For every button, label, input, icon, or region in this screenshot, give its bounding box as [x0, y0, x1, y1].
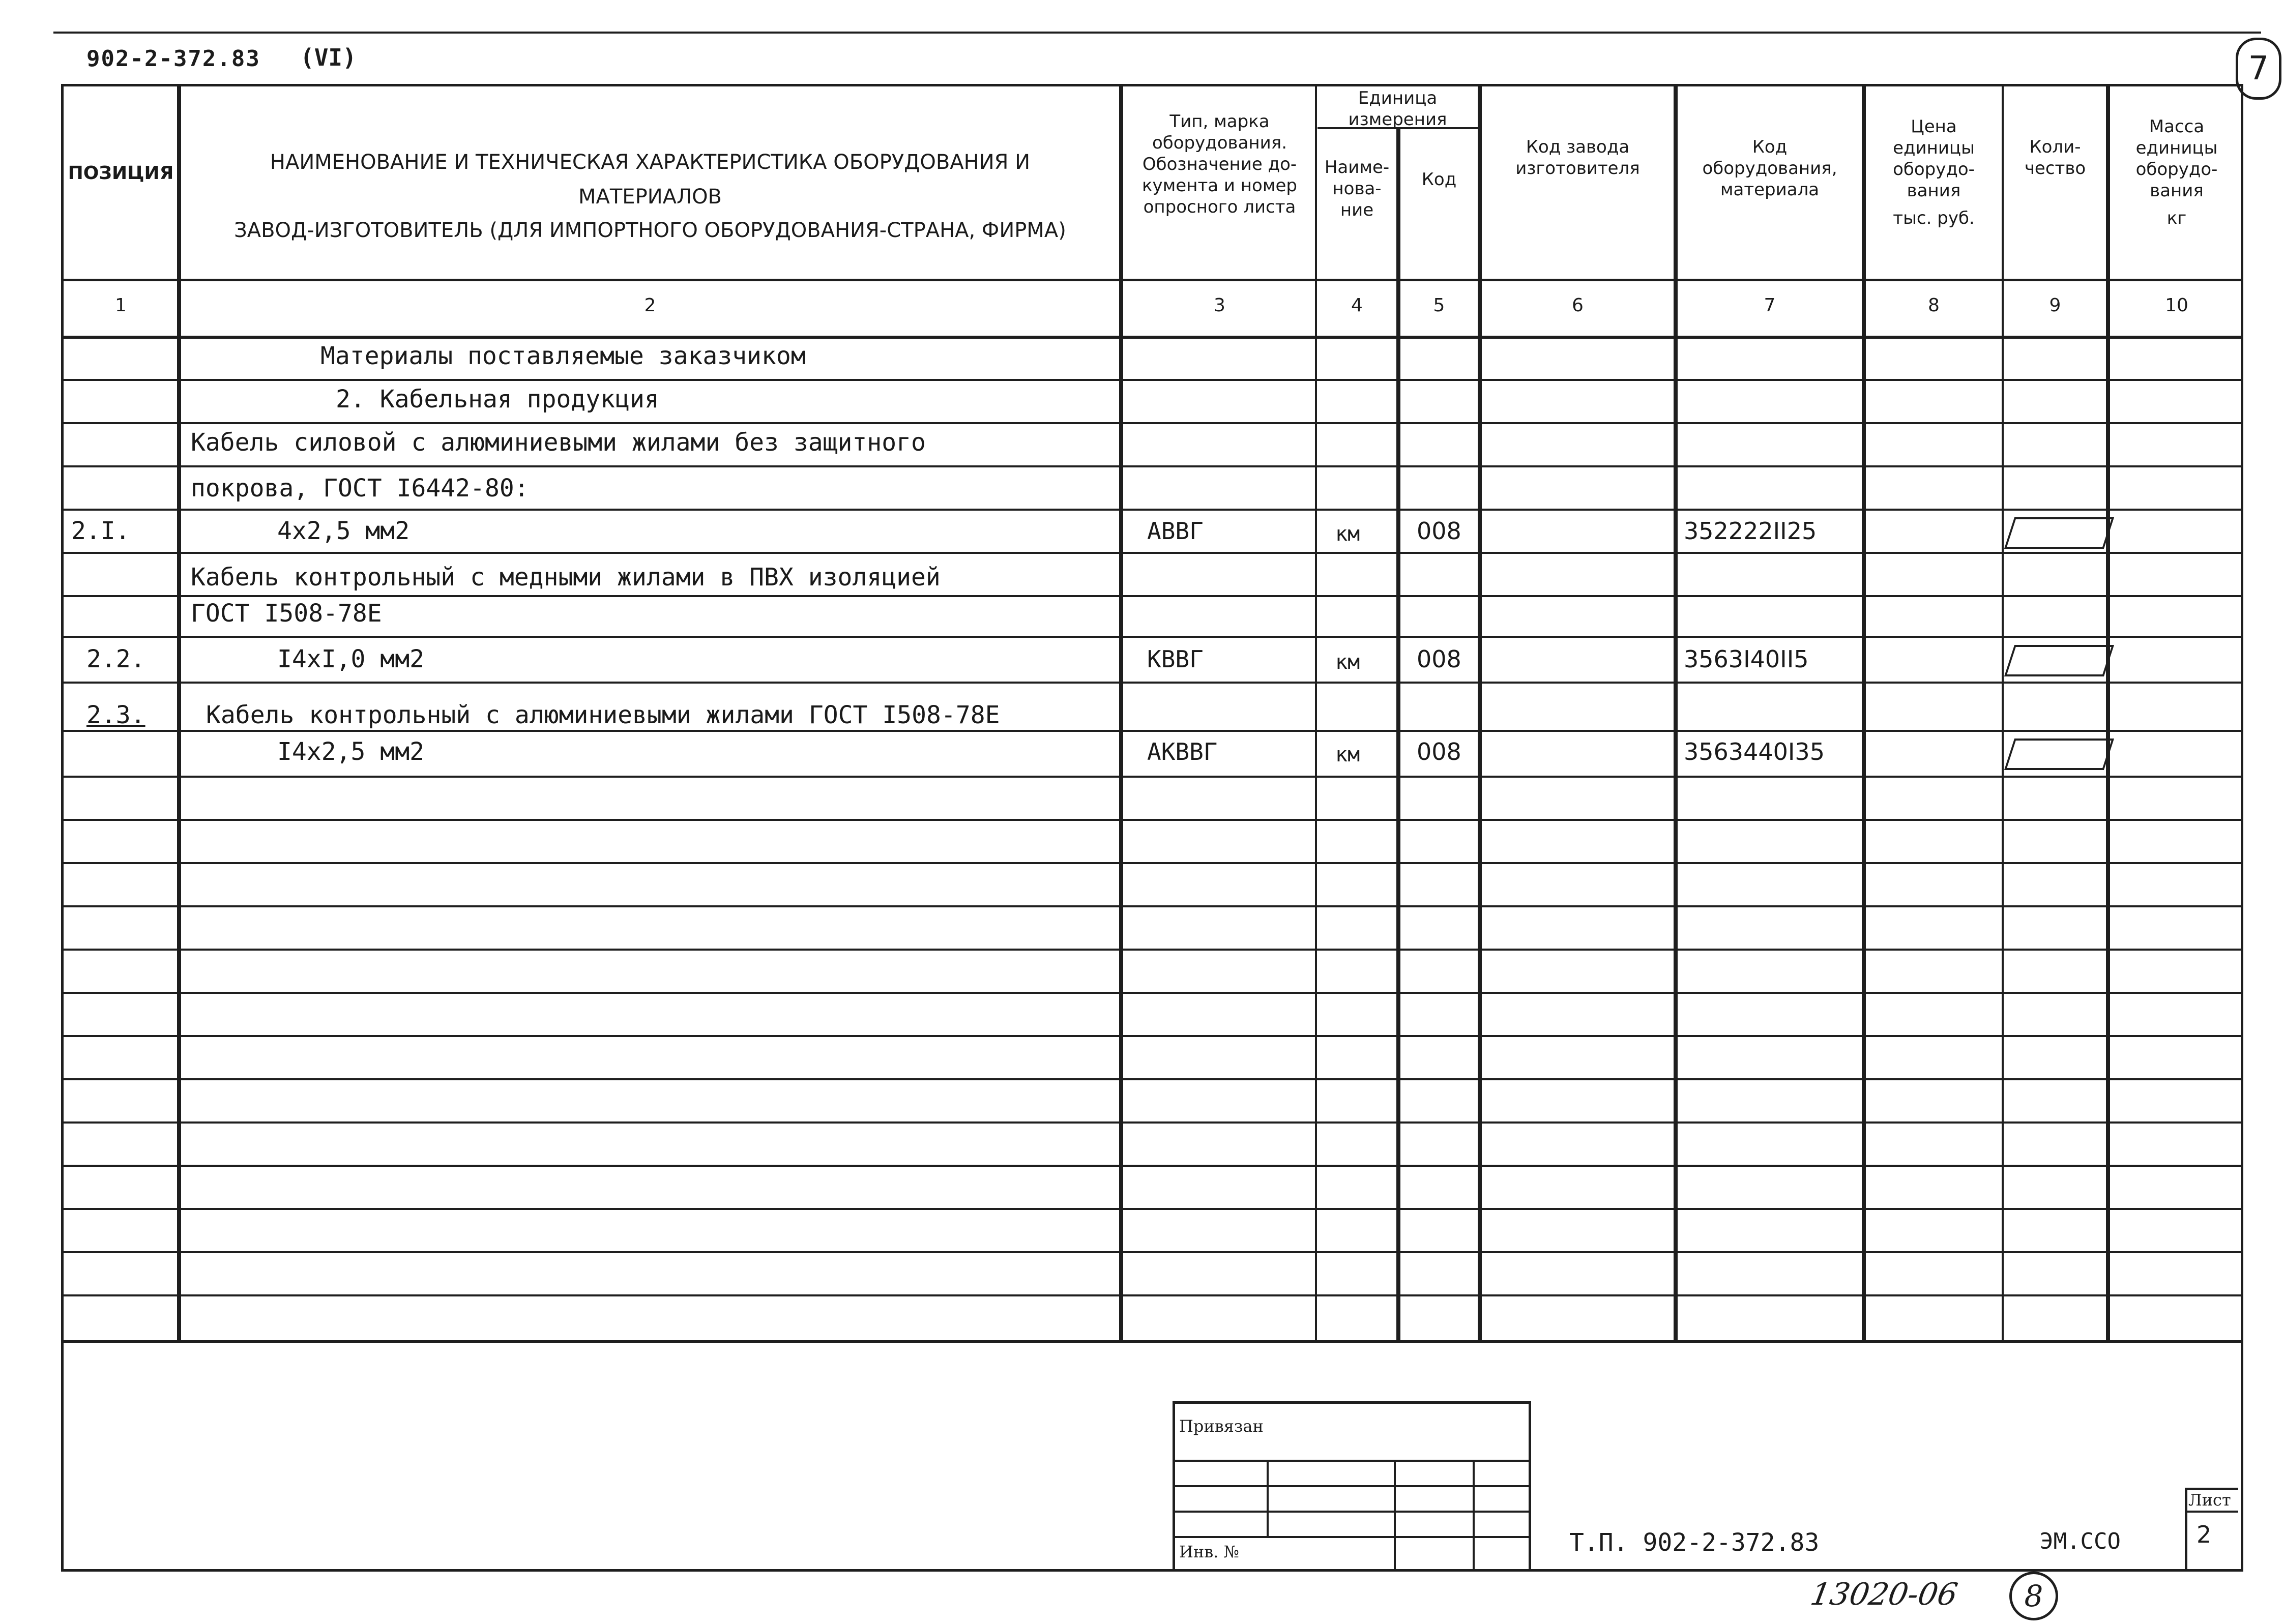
- header-quantity: Коли- чество: [2024, 137, 2086, 179]
- bound-label: Привязан: [1179, 1416, 1264, 1436]
- row-line: [61, 465, 2243, 467]
- header-name-line2: МАТЕРИАЛОВ: [578, 185, 722, 209]
- document-roman-mark: (VI): [300, 44, 357, 71]
- row-line: [61, 1121, 2243, 1124]
- stamp-rule: [1173, 1536, 1531, 1538]
- row-line: [61, 905, 2243, 907]
- col-number-1: 1: [115, 295, 127, 316]
- row-line: [61, 552, 2243, 554]
- col-line-2: [1119, 84, 1123, 1340]
- header-price: Цена единицы оборудо- вания тыс. руб.: [1893, 116, 1975, 228]
- quantity-cell-mark: [2004, 739, 2114, 770]
- footer-doc-code: Т.П. 902-2-372.83: [1569, 1528, 1820, 1557]
- header-unit-group: Единица измерения: [1348, 88, 1447, 130]
- row-equipment-code: 3563440I35: [1684, 738, 1825, 765]
- item-description: покрова, ГОСТ I6442-80:: [191, 474, 529, 503]
- row-line: [61, 379, 2243, 381]
- row-line: [61, 819, 2243, 821]
- quantity-cell-mark: [2004, 645, 2114, 676]
- col-line-1: [177, 84, 181, 1340]
- col-line-8: [2002, 84, 2004, 1340]
- row-line: [61, 1165, 2243, 1167]
- numbers-bottom-rule: [61, 336, 2243, 339]
- row-line: [61, 422, 2243, 424]
- row-unit: км: [1335, 743, 1360, 766]
- col-number-3: 3: [1214, 295, 1225, 316]
- col-number-7: 7: [1764, 295, 1776, 316]
- row-line: [61, 992, 2243, 994]
- sheet-label: Лист: [2188, 1490, 2231, 1510]
- corner-circle-number: 7: [2236, 38, 2281, 100]
- quantity-cell-mark: [2004, 517, 2114, 549]
- row-unit: км: [1335, 651, 1360, 674]
- top-rule: [53, 32, 2261, 34]
- col-line-7: [1862, 84, 1866, 1340]
- col-number-6: 6: [1572, 295, 1584, 316]
- stamp-divider: [1473, 1460, 1475, 1572]
- item-description: Кабель силовой с алюминиевыми жилами без защитного: [191, 428, 926, 457]
- header-equipment-code: Код оборудования, материала: [1702, 137, 1837, 200]
- row-line: [61, 1294, 2243, 1296]
- col-number-8: 8: [1928, 295, 1940, 316]
- header-type: Тип, марка оборудования. Обозначение до- кумента и номер опросного листа: [1142, 111, 1297, 217]
- inventory-label: Инв. №: [1179, 1542, 1239, 1561]
- stamp-rule: [1173, 1485, 1531, 1487]
- header-unit-code: Код: [1421, 169, 1457, 190]
- header-name-line1: НАИМЕНОВАНИЕ И ТЕХНИЧЕСКАЯ ХАРАКТЕРИСТИКА ОБОРУДОВАНИЯ И: [270, 151, 1031, 174]
- col-line-5: [1478, 84, 1482, 1340]
- header-unit-name: Наиме- нова- ние: [1324, 157, 1390, 220]
- col-number-5: 5: [1433, 295, 1445, 316]
- stamp-divider: [1267, 1460, 1269, 1536]
- footer-mark: ЭМ.ССО: [2040, 1528, 2121, 1554]
- stamp-rule: [1173, 1460, 1531, 1462]
- row-line: [61, 1251, 2243, 1253]
- row-unit-code: 008: [1417, 645, 1461, 673]
- row-name: Кабель контрольный с алюминиевыми жилами ГОСТ I508-78Е: [206, 701, 1000, 729]
- item-description: ГОСТ I508-78Е: [191, 599, 382, 628]
- table-end-rule: [61, 1340, 2243, 1343]
- subsection-title: 2. Кабельная продукция: [336, 385, 659, 414]
- section-title: Материалы поставляемые заказчиком: [320, 342, 806, 370]
- row-equipment-code: 3563I40II5: [1684, 645, 1809, 673]
- row-line: [61, 1078, 2243, 1080]
- col-number-10: 10: [2165, 295, 2188, 316]
- row-equipment-code: 352222II25: [1684, 517, 1817, 545]
- stamp-rule: [1173, 1511, 1531, 1513]
- col-line-4: [1396, 127, 1400, 1340]
- col-line-6: [1674, 84, 1678, 1340]
- row-line: [61, 730, 2243, 732]
- row-type: АКВВГ: [1147, 738, 1218, 765]
- document-code: 902-2-372.83: [86, 46, 260, 72]
- row-line: [61, 682, 2243, 684]
- row-unit-code: 008: [1417, 738, 1461, 765]
- row-line: [61, 949, 2243, 951]
- row-line: [61, 1208, 2243, 1210]
- row-line: [61, 862, 2243, 864]
- row-line: [61, 776, 2243, 778]
- col-number-2: 2: [644, 295, 656, 316]
- col-number-9: 9: [2049, 295, 2061, 316]
- row-line: [61, 1035, 2243, 1037]
- col-number-4: 4: [1351, 295, 1363, 316]
- header-plant-code: Код завода изготовителя: [1515, 137, 1640, 179]
- row-name: I4xI,0 мм2: [277, 645, 424, 673]
- row-unit-code: 008: [1417, 517, 1461, 545]
- stamp-divider: [1394, 1460, 1396, 1572]
- row-type: АВВГ: [1147, 517, 1204, 545]
- col-line-3: [1315, 84, 1317, 1340]
- row-type: КВВГ: [1147, 645, 1204, 673]
- row-name: 4x2,5 мм2: [277, 517, 410, 545]
- item-description: Кабель контрольный с медными жилами в ПВХ изоляцией: [191, 563, 941, 592]
- row-name: I4x2,5 мм2: [277, 737, 424, 766]
- handwritten-number: 13020-06: [1807, 1577, 1960, 1612]
- header-mass: Масса единицы оборудо- вания кг: [2135, 116, 2218, 228]
- row-position: 2.3.: [86, 701, 145, 729]
- row-position: 2.I.: [71, 517, 130, 545]
- row-line: [61, 509, 2243, 511]
- sheet-number: 2: [2197, 1521, 2212, 1548]
- sheet-box-rule: [2185, 1511, 2238, 1513]
- row-line: [61, 595, 2243, 597]
- row-unit: км: [1335, 522, 1360, 546]
- header-position: ПОЗИЦИЯ: [68, 163, 174, 184]
- col-line-9: [2106, 84, 2110, 1340]
- row-line: [61, 636, 2243, 638]
- header-bottom-rule: [61, 279, 2243, 281]
- handwritten-circled-number: 8: [2009, 1572, 2058, 1620]
- row-position: 2.2.: [86, 645, 145, 673]
- header-name-line3: ЗАВОД-ИЗГОТОВИТЕЛЬ (ДЛЯ ИМПОРТНОГО ОБОРУДОВАНИЯ-СТРАНА, ФИРМА): [234, 219, 1066, 242]
